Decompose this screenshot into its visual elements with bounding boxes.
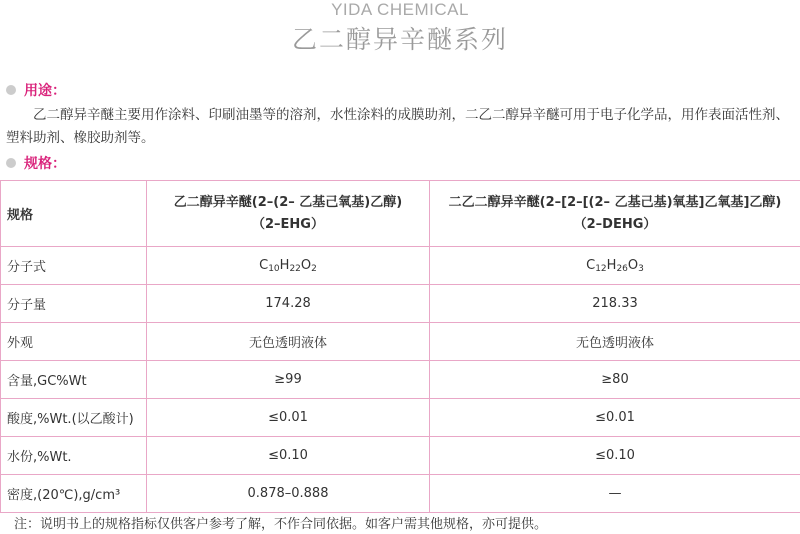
row-value: 0.878–0.888 <box>147 475 430 513</box>
product-code: （2–EHG） <box>252 216 324 232</box>
row-label: 密度,(20℃),g/cm³ <box>1 475 147 513</box>
row-value: 218.33 <box>430 285 800 323</box>
footnote: 注：说明书上的规格指标仅供客户参考了解，不作合同依据。如客户需其他规格，亦可提供。 <box>14 517 548 532</box>
product-code: （2–DEHG） <box>573 216 657 232</box>
formula-element: O <box>627 257 639 273</box>
bullet-icon <box>6 158 16 168</box>
row-value: — <box>430 475 800 513</box>
product-name: 二乙二醇异辛醚(2–[2–[(2– 乙基己基)氧基]乙氧基]乙醇) <box>448 194 782 210</box>
row-label: 分子式 <box>1 247 147 285</box>
table-row <box>1 475 800 513</box>
formula-subscript: 22 <box>289 263 301 274</box>
product-name: 乙二醇异辛醚(2–(2– 乙基己氧基)乙醇) <box>173 194 403 210</box>
formula-subscript: 26 <box>616 263 628 274</box>
row-value: ≥80 <box>430 361 800 399</box>
formula-element: C <box>259 257 269 273</box>
row-label: 分子量 <box>1 285 147 323</box>
bullet-icon <box>6 85 16 95</box>
product-header-2ehg <box>147 181 430 247</box>
usage-section-heading <box>6 80 66 100</box>
usage-label: 用途： <box>24 83 66 99</box>
header-label-cell: 规格 <box>1 181 147 247</box>
usage-text: 乙二醇异辛醚主要用作涂料、印刷油墨等的溶剂，水性涂料的成膜助剂，二乙二醇异辛醚可用于电子化学品，用作表面活性剂、塑料助剂、橡胶助剂等。 <box>6 107 789 146</box>
formula-subscript: 10 <box>268 263 280 274</box>
table-header-row <box>1 181 800 247</box>
row-value: ≤0.01 <box>430 399 800 437</box>
row-label: 含量,GC%Wt <box>1 361 147 399</box>
table-row <box>1 247 800 285</box>
row-value: 无色透明液体 <box>147 323 430 361</box>
product-header-2dehg <box>430 181 800 247</box>
table-row <box>1 361 800 399</box>
formula-subscript: 3 <box>638 263 644 274</box>
formula-subscript: 2 <box>311 263 317 274</box>
row-label: 水份,%Wt. <box>1 437 147 475</box>
row-label: 酸度,%Wt.(以乙酸计) <box>1 399 147 437</box>
table-row <box>1 437 800 475</box>
row-value: 无色透明液体 <box>430 323 800 361</box>
page-title: 乙二醇异辛醚系列 <box>291 25 508 54</box>
row-value: ≤0.01 <box>147 399 430 437</box>
formula-subscript: 12 <box>595 263 607 274</box>
row-label: 外观 <box>1 323 147 361</box>
row-value <box>430 247 800 285</box>
formula-element: O <box>300 257 312 273</box>
spec-table <box>0 180 800 513</box>
brand-name: YIDA CHEMICAL <box>331 0 469 19</box>
table-row <box>1 285 800 323</box>
row-value: ≤0.10 <box>430 437 800 475</box>
table-row <box>1 323 800 361</box>
spec-label: 规格： <box>24 156 66 172</box>
row-value: ≥99 <box>147 361 430 399</box>
formula-element: H <box>279 257 290 273</box>
spec-section-heading <box>6 153 66 173</box>
row-value: 174.28 <box>147 285 430 323</box>
formula-element: H <box>606 257 617 273</box>
formula-element: C <box>586 257 596 273</box>
table-row <box>1 399 800 437</box>
row-value: ≤0.10 <box>147 437 430 475</box>
row-value <box>147 247 430 285</box>
